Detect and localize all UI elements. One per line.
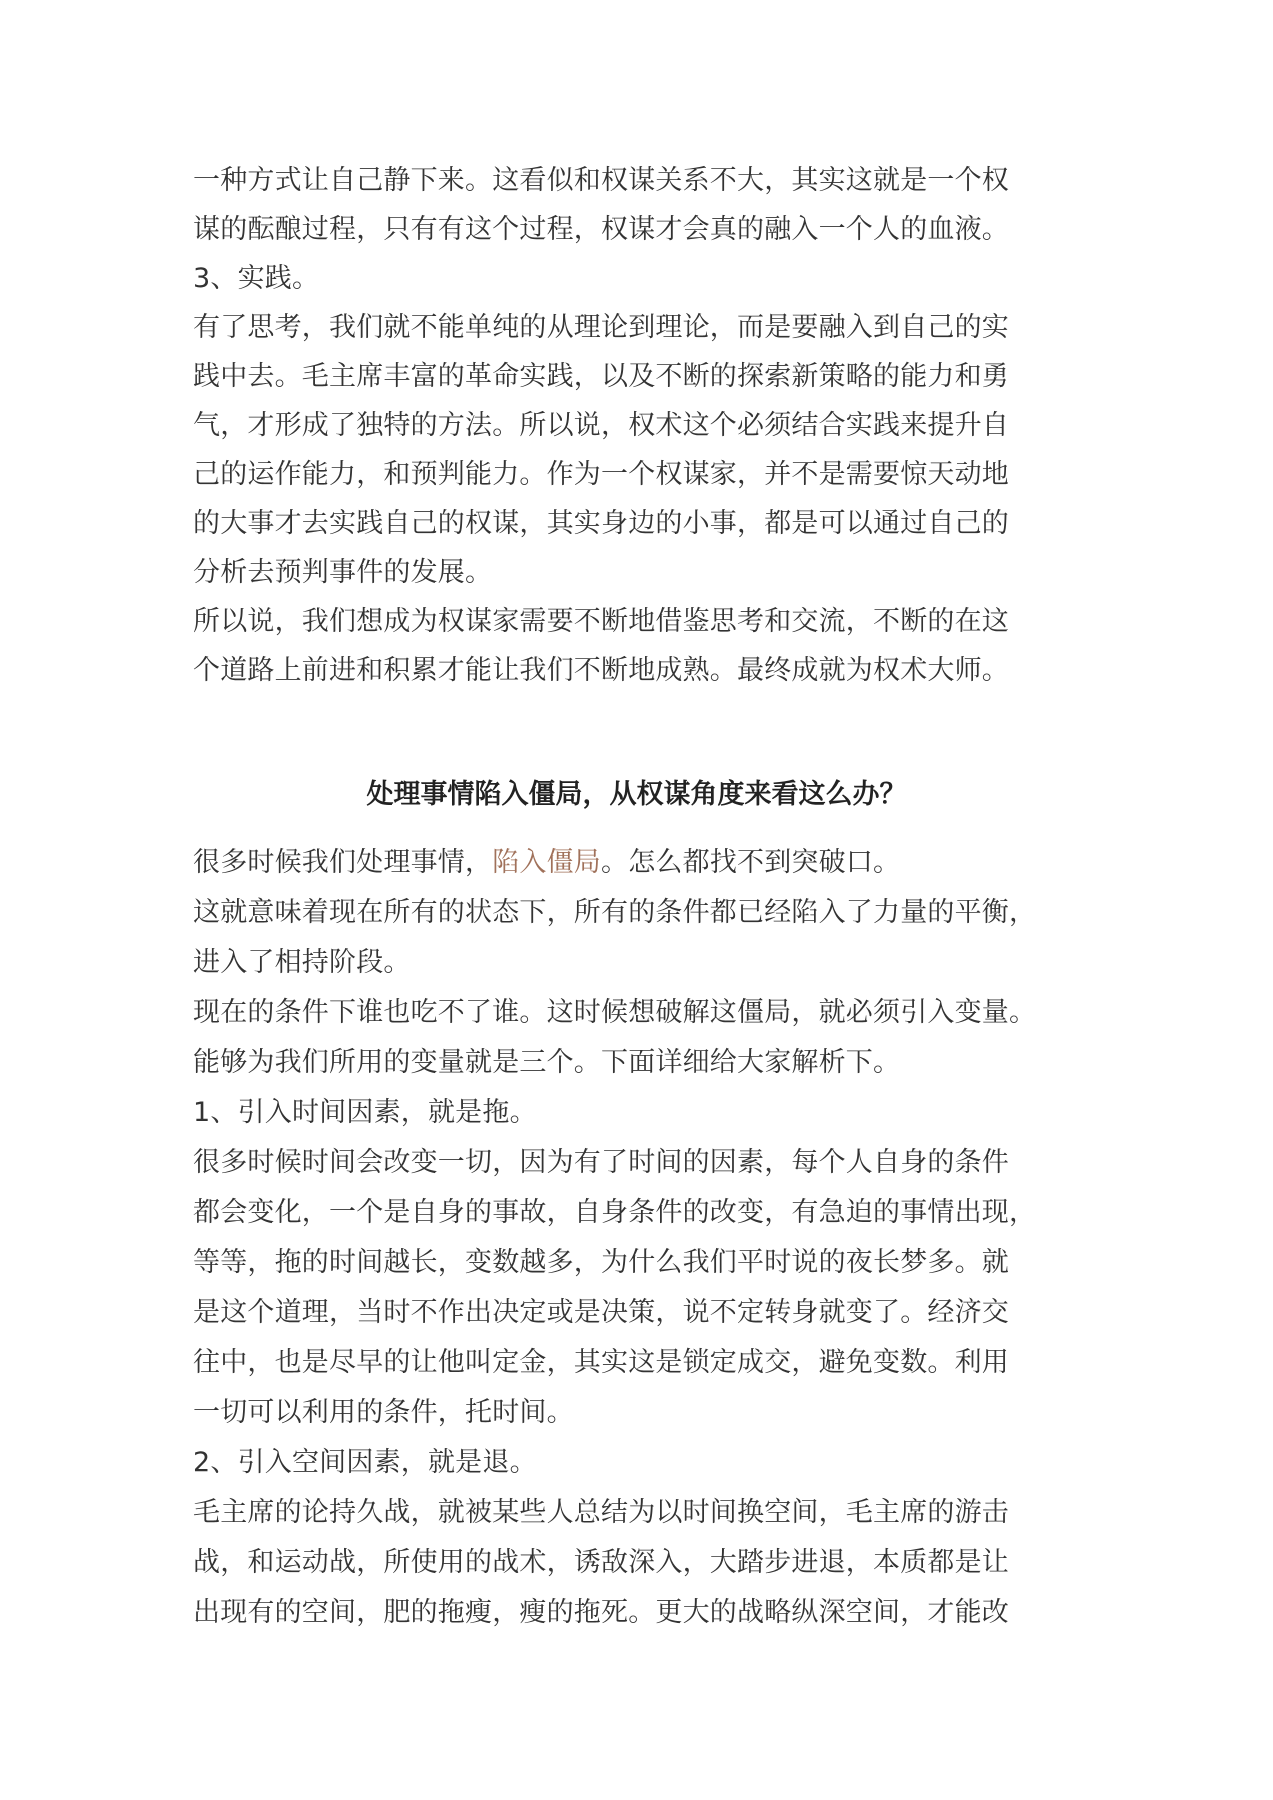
list-heading: 3、实践。	[193, 263, 320, 294]
paragraph-line: 气，才形成了独特的方法。所以说，权术这个必须结合实践来提升自	[193, 410, 1009, 441]
paragraph-line: 的大事才去实践自己的权谋，其实身边的小事，都是可以通过自己的	[193, 508, 1009, 539]
paragraph-line: 等等，拖的时间越长，变数越多，为什么我们平时说的夜长梦多。就	[193, 1247, 1009, 1278]
paragraph-line: 进入了相持阶段。	[193, 947, 411, 978]
paragraph-line: 分析去预判事件的发展。	[193, 557, 493, 588]
line-text: 。怎么都找不到突破口。	[601, 847, 901, 878]
paragraph-line: 一切可以利用的条件，托时间。	[193, 1397, 574, 1428]
list-heading: 2、引入空间因素，就是退。	[193, 1447, 537, 1478]
paragraph-line: 己的运作能力，和预判能力。作为一个权谋家，并不是需要惊天动地	[193, 459, 1009, 490]
paragraph-line: 都会变化，一个是自身的事故，自身条件的改变，有急迫的事情出现，	[193, 1197, 1037, 1228]
paragraph-line: 现在的条件下谁也吃不了谁。这时候想破解这僵局，就必须引入变量。	[193, 997, 1037, 1028]
paragraph-line: 能够为我们所用的变量就是三个。下面详细给大家解析下。	[193, 1047, 901, 1078]
paragraph-line: 谋的酝酿过程，只有有这个过程，权谋才会真的融入一个人的血液。	[193, 214, 1009, 245]
paragraph-line: 是这个道理，当时不作出决定或是决策，说不定转身就变了。经济交	[193, 1297, 1009, 1328]
paragraph-line: 很多时候时间会改变一切，因为有了时间的因素，每个人自身的条件	[193, 1147, 1009, 1178]
paragraph-line: 所以说，我们想成为权谋家需要不断地借鉴思考和交流，不断的在这	[193, 606, 1009, 637]
paragraph-line: 有了思考，我们就不能单纯的从理论到理论，而是要融入到自己的实	[193, 312, 1009, 343]
paragraph-line: 往中，也是尽早的让他叫定金，其实这是锁定成交，避免变数。利用	[193, 1347, 1009, 1378]
paragraph-line: 个道路上前进和积累才能让我们不断地成熟。最终成就为权术大师。	[193, 655, 1009, 686]
paragraph-line	[193, 838, 1093, 888]
paragraph-line: 毛主席的论持久战，就被某些人总结为以时间换空间，毛主席的游击	[193, 1497, 1009, 1528]
paragraph-line: 这就意味着现在所有的状态下，所有的条件都已经陷入了力量的平衡，	[193, 897, 1037, 928]
paragraph-line: 一种方式让自己静下来。这看似和权谋关系不大，其实这就是一个权	[193, 165, 1009, 196]
paragraph-line: 战，和运动战，所使用的战术，诱敌深入，大踏步进退，本质都是让	[193, 1547, 1009, 1578]
list-heading: 1、引入时间因素，就是拖。	[193, 1097, 537, 1128]
paragraph-line: 践中去。毛主席丰富的革命实践，以及不断的探索新策略的能力和勇	[193, 361, 1009, 392]
line-text: 很多时候我们处理事情，	[193, 847, 493, 878]
highlight-link[interactable]: 陷入僵局	[492, 847, 602, 878]
section-heading: 处理事情陷入僵局，从权谋角度来看这么办？	[366, 779, 907, 810]
paragraph-line: 出现有的空间，肥的拖瘦，瘦的拖死。更大的战略纵深空间，才能改	[193, 1597, 1009, 1628]
